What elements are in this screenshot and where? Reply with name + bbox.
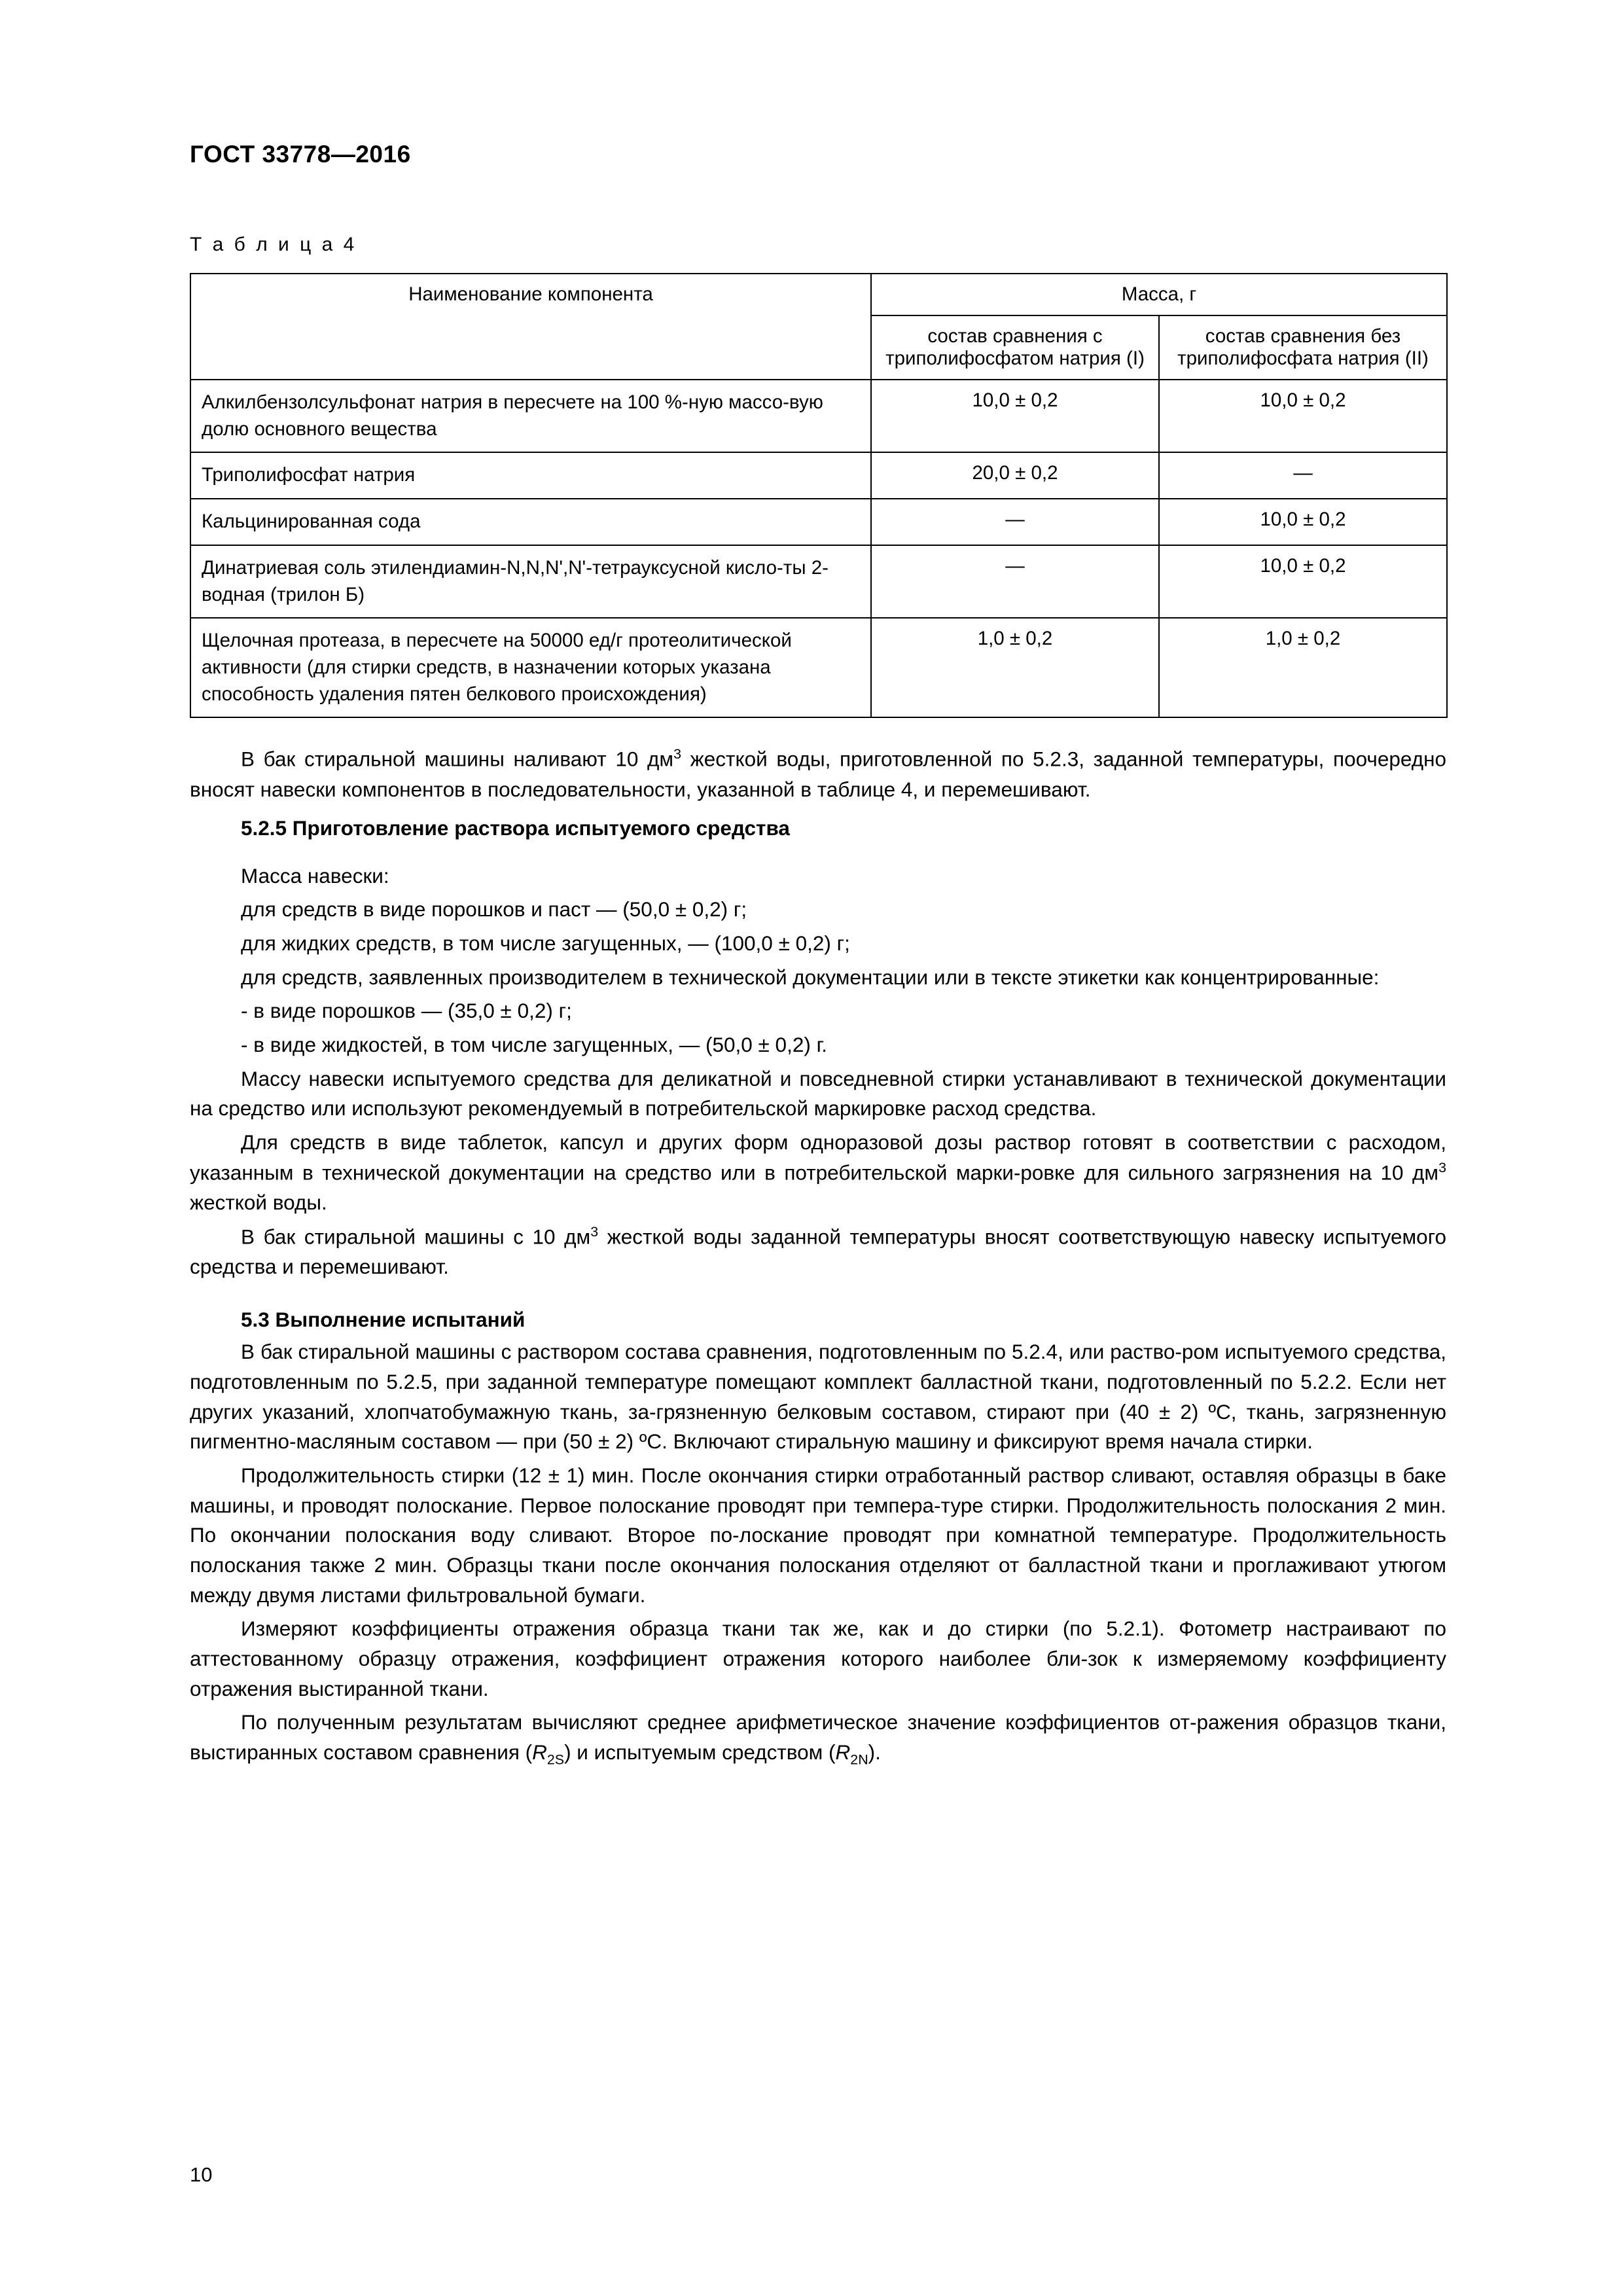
row-value-with: 10,0 ± 0,2 [871, 380, 1159, 452]
section-heading-5-3: 5.3 Выполнение испытаний [241, 1308, 526, 1332]
paragraph-text: Для средств в виде таблеток, капсул и других форм одноразовой дозы раствор готовят в соответствии с расходом, указанным в технической документации на средство или в потребительской марки-ровке для сильного загрязнения на 10 дм [190, 1130, 1446, 1185]
paragraph-text-rest: жесткой воды, приготовленной по 5.2.3, заданной температуры, поочередно вносят навески компонентов в последовательности, указанной в таблице 4, и перемешивают. [190, 747, 1446, 801]
paragraph-powder: для средств в виде порошков и паст — (50,0 ± 0,2) г; [241, 897, 747, 922]
paragraph-liquid: для жидких средств, в том числе загущенных, — (100,0 ± 0,2) г; [241, 931, 850, 956]
paragraph-tank-sample [190, 1222, 1446, 1282]
row-value-without: 10,0 ± 0,2 [1159, 545, 1447, 618]
row-value-without: — [1159, 452, 1447, 499]
row-name: Триполифосфат натрия [190, 452, 871, 499]
header-component: Наименование компонента [190, 274, 871, 380]
row-name: Кальцинированная сода [190, 499, 871, 545]
header-col-without: состав сравнения без триполифосфата натрия (II) [1159, 315, 1447, 380]
subscript-2n: 2N [850, 1751, 868, 1768]
paragraph-text-rest: жесткой воды заданной температуры вносят соответствующую навеску испытуемого средства и перемешивают. [190, 1225, 1447, 1278]
row-name: Щелочная протеаза, в пересчете на 50000 ед/г протеолитической активности (для стирки средств, в назначении которых указана способность удаления пятен белкового происхождения) [190, 618, 871, 717]
paragraph-text-rest: жесткой воды. [190, 1190, 327, 1214]
header-col-with: состав сравнения с триполифосфатом натрия (I) [871, 315, 1159, 380]
paragraph-test-3: Измеряют коэффициенты отражения образца ткани так же, как и до стирки (по 5.2.1). Фотометр настраивают по аттестованному образцу отражения, коэффициент отражения которого наиболее бли-зок к измеряемому коэффициенту отражения выстиранной ткани. [190, 1617, 1446, 1700]
paragraph-text-end: ). [868, 1740, 881, 1765]
row-value-without: 10,0 ± 0,2 [1159, 499, 1447, 545]
paragraph-test-2: Продолжительность стирки (12 ± 1) мин. После окончания стирки отработанный раствор сливают, оставляя образцы в баке машины, и проводят полоскание. Первое полоскание проводят при темпера-туре стирки. Продолжительность полоскания 2 мин. По окончании полоскания воду сливают. Второе по-лоскание проводят при комнатной температуре. Продолжительность полоскания также 2 мин. Образцы ткани после окончания полоскания отделяют от балластной ткани и проглаживают утюгом между двумя листами фильтровальной бумаги. [190, 1463, 1446, 1607]
table-row [190, 499, 1447, 545]
components-table [190, 273, 1448, 718]
row-value-with: — [871, 499, 1159, 545]
row-value-with: — [871, 545, 1159, 618]
superscript-cubic: 3 [1438, 1159, 1446, 1175]
paragraph-text-mid: ) и испытуемым средством ( [564, 1740, 836, 1765]
paragraph-text: В бак стиральной машины с 10 дм [241, 1225, 591, 1249]
paragraph-mass: Масса навески: [241, 863, 389, 888]
header-mass-group: Масса, г [871, 274, 1447, 315]
paragraph-delicate: Массу навески испытуемого средства для деликатной и повседневной стирки устанавливают в технической документации на средство или используют рекомендуемый в потребительской маркировке расход средства. [190, 1066, 1446, 1121]
paragraph-fill-tank [190, 744, 1446, 804]
symbol-r2n: R [835, 1740, 851, 1765]
paragraph-concentrated-powder: - в виде порошков — (35,0 ± 0,2) г; [241, 999, 572, 1023]
paragraph-concentrated-liquid: - в виде жидкостей, в том числе загущенных, — (50,0 ± 0,2) г. [241, 1033, 827, 1057]
paragraph-text: По полученным результатам вычисляют среднее арифметическое значение коэффициентов от-ражения образцов ткани, выстиранных составом сравнения ( [190, 1710, 1446, 1765]
paragraph-concentrated: для средств, заявленных производителем в технической документации или в тексте этикетки как концентрированные: [241, 965, 1380, 989]
row-value-without: 10,0 ± 0,2 [1159, 380, 1447, 452]
table-row [190, 618, 1447, 717]
page-number: 10 [190, 2163, 213, 2186]
paragraph-test-1: В бак стиральной машины с раствором состава сравнения, подготовленным по 5.2.4, или раство-ром испытуемого средства, подготовленным по 5.2.5, при заданной температуре помещают комплект балластной ткани, подготовленный по 5.2.2. Если нет других указаний, хлопчатобумажную ткань, за-грязненную белковым составом, стирают при (40 ± 2) ºС, ткань, загрязненную пигментно-масляным составом — при (50 ± 2) ºС. Включают стиральную машину и фиксируют время начала стирки. [190, 1340, 1446, 1454]
table-row [190, 545, 1447, 618]
paragraph-test-4 [190, 1708, 1446, 1770]
page-content [190, 141, 1446, 1770]
standard-header: ГОСТ 33778—2016 [190, 141, 411, 168]
paragraph-tablets [190, 1128, 1446, 1218]
table-caption: Т а б л и ц а 4 [190, 234, 357, 255]
superscript-cubic: 3 [673, 746, 681, 762]
superscript-cubic: 3 [590, 1223, 599, 1240]
symbol-r2s: R [532, 1740, 547, 1765]
row-name: Динатриевая соль этилендиамин-N,N,N',N'-тетрауксусной кисло-ты 2-водная (трилон Б) [190, 545, 871, 618]
section-heading-5-2-5: 5.2.5 Приготовление раствора испытуемого средства [241, 816, 790, 840]
row-value-without: 1,0 ± 0,2 [1159, 618, 1447, 717]
table-row [190, 380, 1447, 452]
row-name: Алкилбензолсульфонат натрия в пересчете на 100 %-ную массо-вую долю основного вещества [190, 380, 871, 452]
row-value-with: 20,0 ± 0,2 [871, 452, 1159, 499]
paragraph-text: В бак стиральной машины наливают 10 дм [241, 747, 674, 771]
row-value-with: 1,0 ± 0,2 [871, 618, 1159, 717]
table-header-row [190, 274, 1447, 315]
subscript-2s: 2S [546, 1751, 565, 1768]
table-row [190, 452, 1447, 499]
